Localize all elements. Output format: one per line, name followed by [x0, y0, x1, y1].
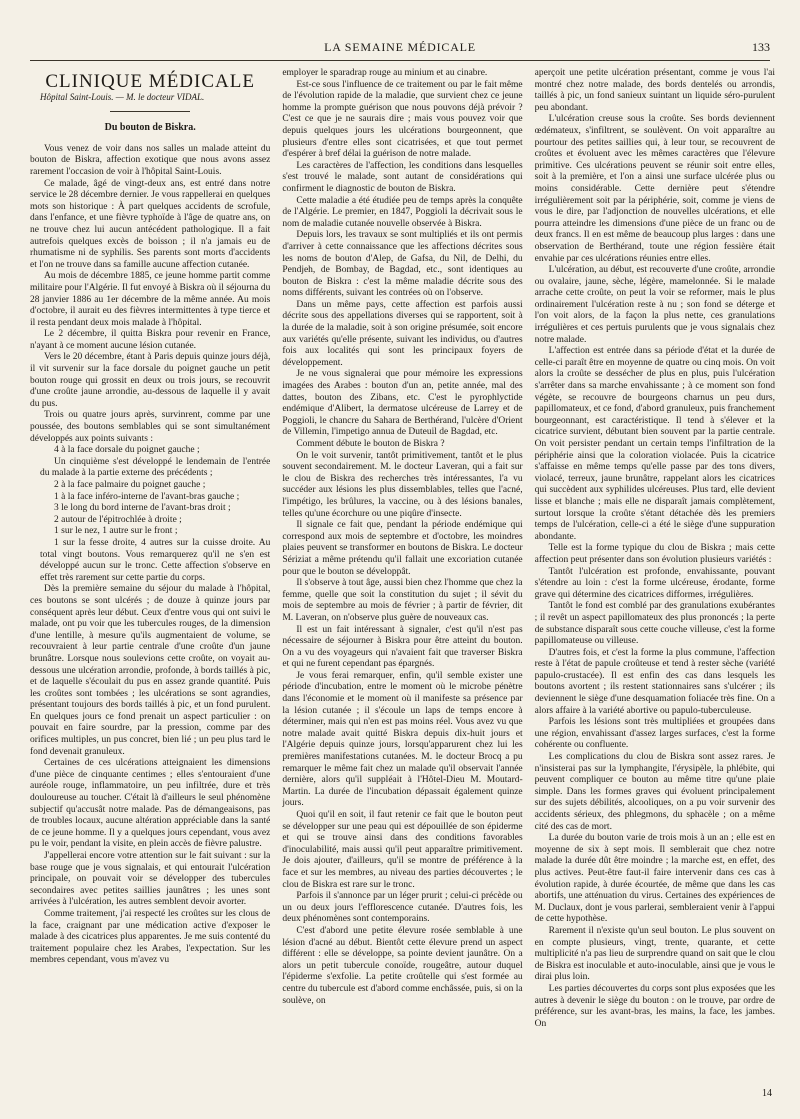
paragraph: Comment débute le bouton de Biskra ? — [296, 439, 445, 449]
list-item: 2 autour de l'épitrochlée à droite ; — [54, 514, 182, 525]
page-number: 133 — [752, 40, 770, 54]
paragraph: Tantôt l'ulcération est profonde, envahissante, pouvant s'étendre au loin : c'est la forme ulcéreuse, érodante, forme grave qui détermine des cicatrices difformes, irrégulières. — [534, 566, 775, 600]
paragraph: L'affection est entrée dans sa période d'état et la durée de celle-ci paraît être en moyenne de quatre ou cinq mois. On voit alors la croûte se dessécher de plus en plus, puis l'ulcération s'arrêter dans sa marche envahissante ; à ce moment son fond végète, se recouvre de bourgeons charnus un peu durs, papillomateux, et ce fond, d'abord granuleux, puis franchement bourgeonnant, est caractéristique. Il tend à s'élever et la cicatrice survient, débutant bien souvent par la partie centrale. On voit persister pendant un certain temps l'infiltration de la périphérie ainsi que la coloration violacée. Puis la cicatrice s'affaisse en même temps qu'elle passe par des tons divers, violacé, terreux, jaune brunâtre, rappelant alors les cicatrices qui succèdent aux syphilides ulcéreuses. Plus tard, elle devient lisse et blanche ; mais elle ne disparaît jamais complètement, surtout lorsque la croûte s'étant détachée dès les premiers temps de l'ulcération, celle-ci a été le siège d'une suppuration abondante. — [534, 346, 775, 542]
paragraph: On le voit survenir, tantôt primitivement, tantôt et le plus souvent secondairement. M. le docteur Laveran, qui a fait sur le clou de Biskra des recherches très intéressantes, l'a vu succéder aux lésions les plus dissemblables, telles que l'acné, l'impétigo, les brûlures, la vaccine, ou à des lésions banales, telles qu'une écorchure ou une piqûre d'insecte. — [282, 450, 523, 519]
paragraph: Je ne vous signalerai que pour mémoire les expressions imagées des Arabes : bouton d'un an, petite année, mal des dattes, bouton des Zibans, etc. C'est le pyrophlyctide endémique d'Alibert, la dermatose ulcéreuse de Larrey et de Poggioli, le chancre du Sahara de Berthérand, l'ulcère d'Orient de Villemin, l'impetigo annua de Duteuil de Bagdad, etc. — [282, 369, 523, 438]
list-item: 1 sur le nez, 1 autre sur le front ; — [54, 526, 178, 537]
list-item: 2 à la face palmaire du poignet gauche ; — [54, 480, 206, 490]
paragraph: Certaines de ces ulcérations atteignaient les dimensions d'une pièce de cinquante centimes ; elles s'entouraient d'une auréole rouge, inflammatoire, un peu infiltrée, dure et très douloureuse au toucher. C'était là d'ailleurs le seul phénomène subjectif qu'accusât notre malade. Pas de démangeaisons, pas de troubles locaux, aucune altération appréciable dans la santé de ce jeune homme. Il y a quelques jours cependant, vous avez pu le voir, pendant la visite, en plein accès de fièvre palustre. — [30, 758, 271, 850]
list-item: 1 à la face inféro-interne de l'avant-bras gauche ; — [54, 491, 240, 502]
paragraph: Est-ce sous l'influence de ce traitement ou par le fait même de l'évolution rapide de la maladie, que survient chez ce jeune homme la prompte guérison que nous pouvons déjà prévoir ? C'est ce que je ne saurais dire ; mais vous pouvez voir que depuis quelques jours les ulcérations bourgeonnent, que plusieurs d'entre elles sont cicatrisées, et que tout permet d'espérer à bref délai la guérison de notre malade. — [282, 79, 523, 160]
paragraph: Il signale ce fait que, pendant la période endémique qui correspond aux mois de septembre et d'octobre, les moindres plaies peuvent se transformer en boutons de Biskra. Le docteur Sériziat a même prétendu qu'il fallait une excoriation cutanée pour que le bouton se développât. — [282, 520, 523, 577]
paragraph: Tantôt le fond est comblé par des granulations exubérantes ; il revêt un aspect papillomateux des plus prononcés ; la perte de substance disparaît sous cette couche villeuse, c'est la forme papillomateuse ou villeuse. — [534, 601, 775, 647]
paragraph: Le 2 décembre, il quitta Biskra pour revenir en France, n'ayant à ce moment aucune lésion cutanée. — [30, 329, 271, 351]
paragraph: Les complications du clou de Biskra sont assez rares. Je n'insisterai pas sur la lymphangite, l'érysipèle, la phlébite, qui peuvent compliquer ce bouton au même titre qu'une plaie simple. Dans les formes graves qui évoluent principalement sur des sujets débilités, alcooliques, on a pu voir survenir des accidents sérieux, des phlegmons, du sphacèle ; on a même cité des cas de mort. — [534, 752, 775, 832]
paragraph: Au mois de décembre 1885, ce jeune homme partit comme militaire pour l'Algérie. Il fut envoyé à Biskra où il séjourna du 28 janvier 1886 au 1er décembre de la même année. Au mois d'octobre, il aurait eu des fièvres intermittentes à type tierce et il resta pendant deux mois malade à l'hôpital. — [30, 271, 271, 328]
paragraph: L'ulcération, au début, est recouverte d'une croûte, arrondie ou ovalaire, jaune, sèche, légère, mamelonnée. Si le malade arrache cette croûte, on peut la voir se reformer, mais le plus ordinairement l'ulcération reste à nu ; son fond se déterge et l'on voit alors, de la façon la plus nette, ces granulations irrégulières et ces pertuis purulents que je vous signalais chez notre malade. — [534, 265, 775, 345]
paragraph: L'ulcération creuse sous la croûte. Ses bords deviennent œdémateux, s'infiltrent, se soulèvent. On voit apparaître au pourtour des petites saillies qui, à leur tour, se recouvrent de croûtes et évoluent avec les mêmes caractères que l'élevure primitive. Ces ulcérations peuvent se réunir soit entre elles, soit à la première, et l'on a ainsi une surface ulcérée plus ou moins considérable. Cette dernière peut s'étendre irrégulièrement soit par la périphérie, soit, comme je viens de vous le dire, par l'adjonction de nouvelles ulcérations, et elle pourra atteindre les dimensions d'une pièce de un franc ou de deux francs. Il en est même de beaucoup plus larges : dans une observation de Berthérand, toute une région fessière était envahie par ces ulcérations réunies entre elles. — [534, 114, 775, 264]
paragraph: Dans un même pays, cette affection est parfois aussi décrite sous des appellations diverses qui se rapportent, soit à la durée de la maladie, soit à son origine présumée, soit encore aux variétés qu'elle présente, suivant les individus, ou d'autres fois aux localités qui sont les principaux foyers de développement. — [282, 299, 523, 368]
paragraph: Vers le 20 décembre, étant à Paris depuis quinze jours déjà, il vit survenir sur la face dorsale du poignet gauche un petit bouton rouge qui grossit en deux ou trois jours, se recouvrit d'une croûte jaune arrondie, au-dessous de laquelle il y avait du pus. — [30, 352, 271, 409]
paragraph: Ce malade, âgé de vingt-deux ans, est entré dans notre service le 28 décembre dernier. Je vous rappellerai en quelques mots son historique : À part quelques accidents de scrofule, dans l'enfance, et une fièvre typhoïde à l'âge de quatre ans, on ne trouve chez lui aucun antécédent pathologique. Il a fait autrefois quelques excès de boisson ; il n'a jamais eu de rhumatisme ni de syphilis. Ses parents sont morts d'accidents et l'on ne trouve dans sa famille aucune affection cutanée. — [30, 178, 271, 270]
list-item: 1 sur la fesse droite, 4 autres sur la cuisse droite. Au total vingt boutons. Vous remarquerez qu'il ne s'en est développé aucun sur le tronc. Cette affection s'observe en effet très rarement sur cette partie du corps. — [40, 537, 271, 583]
column-3 — [535, 68, 775, 1093]
divider — [110, 111, 190, 112]
signature-mark: 14 — [762, 1088, 772, 1099]
paragraph: La durée du bouton varie de trois mois à un an ; elle est en moyenne de six à sept mois. Il semblerait que chez notre malade la durée dût être moindre ; la marche est, en effet, des plus actives. Peut-être faut-il faire intervenir dans ces cas à évolution rapide, à durée écourtée, de même que dans les cas abortifs, une atténuation du virus. Certaines des expériences de M. Duclaux, dont je vous parlerai, sembleraient venir à l'appui de cette hypothèse. — [534, 833, 775, 925]
column-2 — [282, 68, 522, 1093]
list-item: 4 à la face dorsale du poignet gauche ; — [54, 445, 200, 456]
section-title: CLINIQUE MÉDICALE — [45, 71, 255, 92]
paragraph: Depuis lors, les travaux se sont multipliés et ils ont permis d'arriver à cette connaissance que les affections décrites sous les noms de bouton d'Alep, de Gafsa, du Nil, de Delhi, du Pendjeh, de Bombay, de Bagdad, etc., sont identiques au bouton de Biskra : c'est la même maladie décrite sous des noms différents, suivant les contrées où on l'observe. — [282, 230, 523, 299]
paragraph: Telle est la forme typique du clou de Biskra ; mais cette affection peut présenter dans son évolution plusieurs variétés : — [534, 543, 775, 565]
paragraph: employer le sparadrap rouge au minium et au cinabre. — [282, 68, 488, 78]
paragraph: Vous venez de voir dans nos salles un malade atteint du bouton de Biskra, affection exotique que nous avons assez rarement l'occasion de voir à l'hôpital Saint-Louis. — [30, 143, 271, 177]
paragraph: Quoi qu'il en soit, il faut retenir ce fait que le bouton peut se développer sur une peau qui est dépouillée de son épiderme et qui se trouve ainsi dans des conditions favorables d'inoculabilité, mais aussi qu'il peut apparaître primitivement. Je dois ajouter, d'ailleurs, qu'il se montre de préférence à la face et sur les membres, au niveau des parties découvertes ; le clou de Biskra est rare sur le tronc. — [282, 810, 523, 890]
text-columns — [30, 68, 775, 1093]
paragraph: Trois ou quatre jours après, survinrent, comme par une poussée, des boutons semblables qui se sont simultanément développés aux points suivants : — [30, 410, 271, 444]
paragraph: C'est d'abord une petite élevure rosée semblable à une lésion d'acné au début. Bientôt cette élevure prend un aspect différent : elle se développe, sa pointe devient jaunâtre. On a alors un petit tubercule conoïde, rougeâtre, autour duquel l'épiderme s'exfolie. La petite croûtelle qui s'est formée au centre du tubercule est d'abord comme enchâssée, puis, si on la soulève, on — [282, 925, 523, 1006]
paragraph: Les parties découvertes du corps sont plus exposées que les autres à devenir le siège du bouton : on le trouve, par ordre de préférence, sur les avant-bras, les mains, la face, les jambes. On — [534, 983, 775, 1029]
paragraph: Les caractères de l'affection, les conditions dans lesquelles s'est trouvé le malade, sont autant de considérations qui confirment le diagnostic de bouton de Biskra. — [282, 160, 523, 194]
paragraph: Cette maladie a été étudiée peu de temps après la conquête de l'Algérie. Le premier, en 1847, Poggioli la décrivait sous le nom de maladie cutanée nouvelle observée à Biskra. — [282, 195, 523, 229]
list-item: Un cinquième s'est développé le lendemain de l'entrée du malade à la partie externe des précédents ; — [40, 456, 271, 479]
paragraph: D'autres fois, et c'est la forme la plus commune, l'affection reste à l'état de papule croûteuse et tend à rester sèche (variété papulo-crustacée). Il est enfin des cas dans lesquels les boutons avortent ; ils restent stationnaires sans s'ulcérer ; ils deviennent le siège d'une desquamation foliacée très fine. On a alors affaire à la variété abortive ou papulo-tuberculeuse. — [534, 647, 775, 716]
paragraph: Comme traitement, j'ai respecté les croûtes sur les clous de la face, craignant par une médication active d'exposer le malade à des cicatrices plus apparentes. Je me suis contenté du traitement populaire chez les Arabes, l'expectation. Sur les membres cependant, vous m'avez vu — [30, 908, 271, 966]
paragraph: Parfois il s'annonce par un léger prurit ; celui-ci précède ou un ou deux jours l'efflorescence cutanée. D'autres fois, les deux phénomènes sont contemporains. — [282, 891, 523, 925]
paragraph: J'appellerai encore votre attention sur le fait suivant : sur la base rouge que je vous signalais, et qui entourait l'ulcération principale, on pouvait voir se développer des tubercules secondaires avec petites saillies jaunâtres ; les unes sont arrivées à l'ulcération, les autres semblent devoir avorter. — [30, 851, 271, 908]
paragraph: aperçoit une petite ulcération présentant, comme je vous l'ai montré chez notre malade, des bords dentelés ou arrondis, taillés à pic, un fond sanieux suintant un liquide séro-purulent peu abondant. — [534, 68, 775, 113]
list-item: 3 le long du bord interne de l'avant-bras droit ; — [54, 503, 231, 514]
byline: Hôpital Saint-Louis. — M. le docteur VIDAL. — [40, 91, 205, 102]
paragraph: Rarement il n'existe qu'un seul bouton. Le plus souvent on en compte plusieurs, vingt, trente, quarante, et cette multiplicité n'a pas lieu de surprendre quand on sait que le clou de Biskra est inoculable et auto-inoculable, ainsi que je vous le dirai plus loin. — [534, 925, 775, 983]
running-header — [30, 40, 770, 61]
paragraph: Je vous ferai remarquer, enfin, qu'il semble exister une période d'incubation, entre le moment où le microbe pénètre dans l'économie et le moment où il manifeste sa présence par la lésion cutanée ; il s'écoule un laps de temps encore à déterminer, mais qui n'en est pas moins réel. Vous avez vu que notre malade avait quitté Biskra depuis dix-huit jours et l'Algérie depuis quinze jours, lorsqu'apparurent chez lui les premières manifestations cutanées. M. le docteur Brocq a pu remarquer le même fait chez un malade qu'il observait l'année dernière, alors qu'il suppléait à l'Hôtel-Dieu M. Moutard-Martin. La durée de l'incubation dépassait également quinze jours. — [282, 670, 523, 809]
journal-title: LA SEMAINE MÉDICALE — [324, 40, 476, 54]
paragraph: Parfois les lésions sont très multipliées et groupées dans une région, envahissant d'assez larges surfaces, c'est la forme cohérente ou confluente. — [534, 717, 775, 751]
paragraph: Il est un fait intéressant à signaler, c'est qu'il n'est pas nécessaire de séjourner à Biskra pour être atteint du bouton. On a vu des voyageurs qui n'avaient fait que traverser Biskra et qui ne furent cependant pas épargnés. — [282, 624, 523, 670]
article-subtitle: Du bouton de Biskra. — [104, 122, 196, 134]
paragraph: Dès la première semaine du séjour du malade à l'hôpital, ces boutons se sont ulcérés ; de douze à quinze jours par conséquent après leur début. Ceux d'entre vous qui ont suivi le malade, ont pu voir que les tubercules rouges, de la dimension d'une lentille, à mesure qu'ils augmentaient de volume, se recouvraient à leur partie centrale d'une croûte d'un jaune brunâtre. Lorsque nous soulevions cette croûte, on voyait au-dessous une ulcération arrondie, profonde, à bords taillés à pic, et de laquelle s'écoulait du pus en assez grande quantité. Puis les croûtes sont tombées ; les ulcérations se sont agrandies, présentant toujours des bords taillés à pic, et un fond purulent. En quelques jours ce fond prenait un aspect particulier : on pouvait en faire sourdre, par la pression, comme par des orifices multiples, un pus concret, bien lié ; un peu plus tard le fond devenait granuleux. — [30, 584, 271, 757]
paragraph: Il s'observe à tout âge, aussi bien chez l'homme que chez la femme, quelle que soit la constitution du sujet ; il sévit du mois de septembre au mois de février ; à partir de février, dit M. Laveran, on n'observe plus guère de nouveaux cas. — [282, 578, 523, 623]
column-1 — [30, 68, 270, 1093]
